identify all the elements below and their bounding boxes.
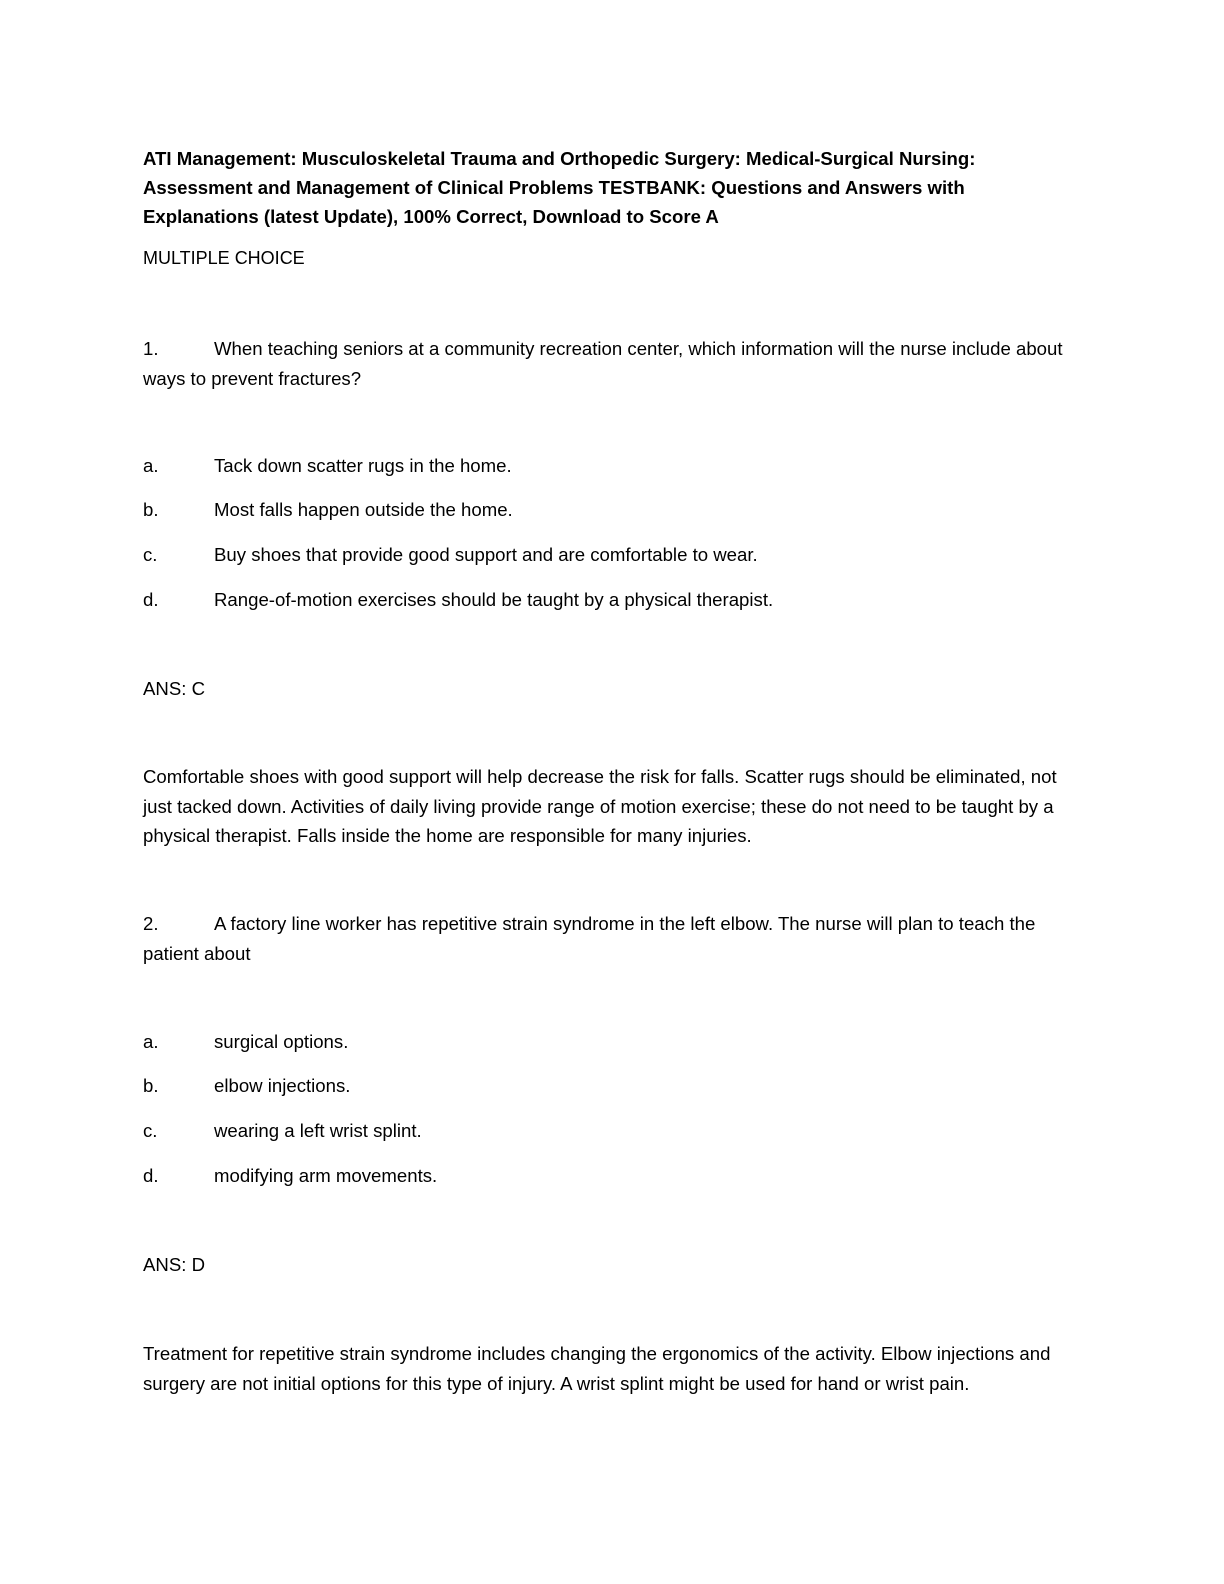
document-page — [143, 0, 1073, 1584]
answer-key: ANS: C — [143, 678, 205, 699]
answer-rationale: Treatment for repetitive strain syndrome includes changing the ergonomics of the activity. Elbow injections and surgery are not initial options for this type of injury. A wrist splint might be used for hand or wrist pain. — [143, 1343, 1051, 1394]
option-text: surgical options. — [214, 1031, 349, 1052]
option-letter: d. — [143, 589, 159, 610]
answer-option — [143, 1116, 422, 1145]
option-letter: b. — [143, 1075, 159, 1096]
option-letter: d. — [143, 1165, 159, 1186]
option-text: elbow injections. — [214, 1075, 351, 1096]
section-heading: MULTIPLE CHOICE — [143, 248, 305, 268]
option-letter: c. — [143, 544, 158, 565]
option-text: wearing a left wrist splint. — [214, 1120, 422, 1141]
option-text: Buy shoes that provide good support and are comfortable to wear. — [214, 544, 758, 565]
answer-option — [143, 451, 512, 480]
question-text: A factory line worker has repetitive strain syndrome in the left elbow. The nurse will plan to teach the patient about — [143, 913, 1036, 964]
answer-rationale: Comfortable shoes with good support will help decrease the risk for falls. Scatter rugs should be eliminated, not just tacked down. Activities of daily living provide range of motion exercise; these do not need to be taught by a physical therapist. Falls inside the home are responsible for many injuries. — [143, 766, 1057, 846]
answer-option — [143, 495, 513, 524]
question-stem — [143, 334, 1073, 393]
answer-key: ANS: D — [143, 1254, 205, 1275]
question-number: 2. — [143, 913, 159, 934]
answer-option — [143, 585, 773, 614]
answer-option — [143, 1027, 348, 1056]
option-text: modifying arm movements. — [214, 1165, 438, 1186]
answer-option — [143, 540, 758, 569]
question-number: 1. — [143, 338, 159, 359]
option-letter: c. — [143, 1120, 158, 1141]
option-letter: a. — [143, 455, 159, 476]
option-text: Most falls happen outside the home. — [214, 499, 513, 520]
question-stem — [143, 909, 1073, 968]
option-text: Tack down scatter rugs in the home. — [214, 455, 512, 476]
option-text: Range-of-motion exercises should be taught by a physical therapist. — [214, 589, 774, 610]
option-letter: a. — [143, 1031, 159, 1052]
answer-option — [143, 1071, 350, 1100]
answer-option — [143, 1161, 437, 1190]
document-title: ATI Management: Musculoskeletal Trauma and Orthopedic Surgery: Medical-Surgical Nursing: Assessment and Management of Clinical Problems TESTBANK: Questions and Answers with Explanations (latest Update), 100% Correct, Download to Score A — [143, 148, 976, 227]
option-letter: b. — [143, 499, 159, 520]
question-text: When teaching seniors at a community recreation center, which information will the nurse include about ways to prevent fractures? — [143, 338, 1063, 389]
